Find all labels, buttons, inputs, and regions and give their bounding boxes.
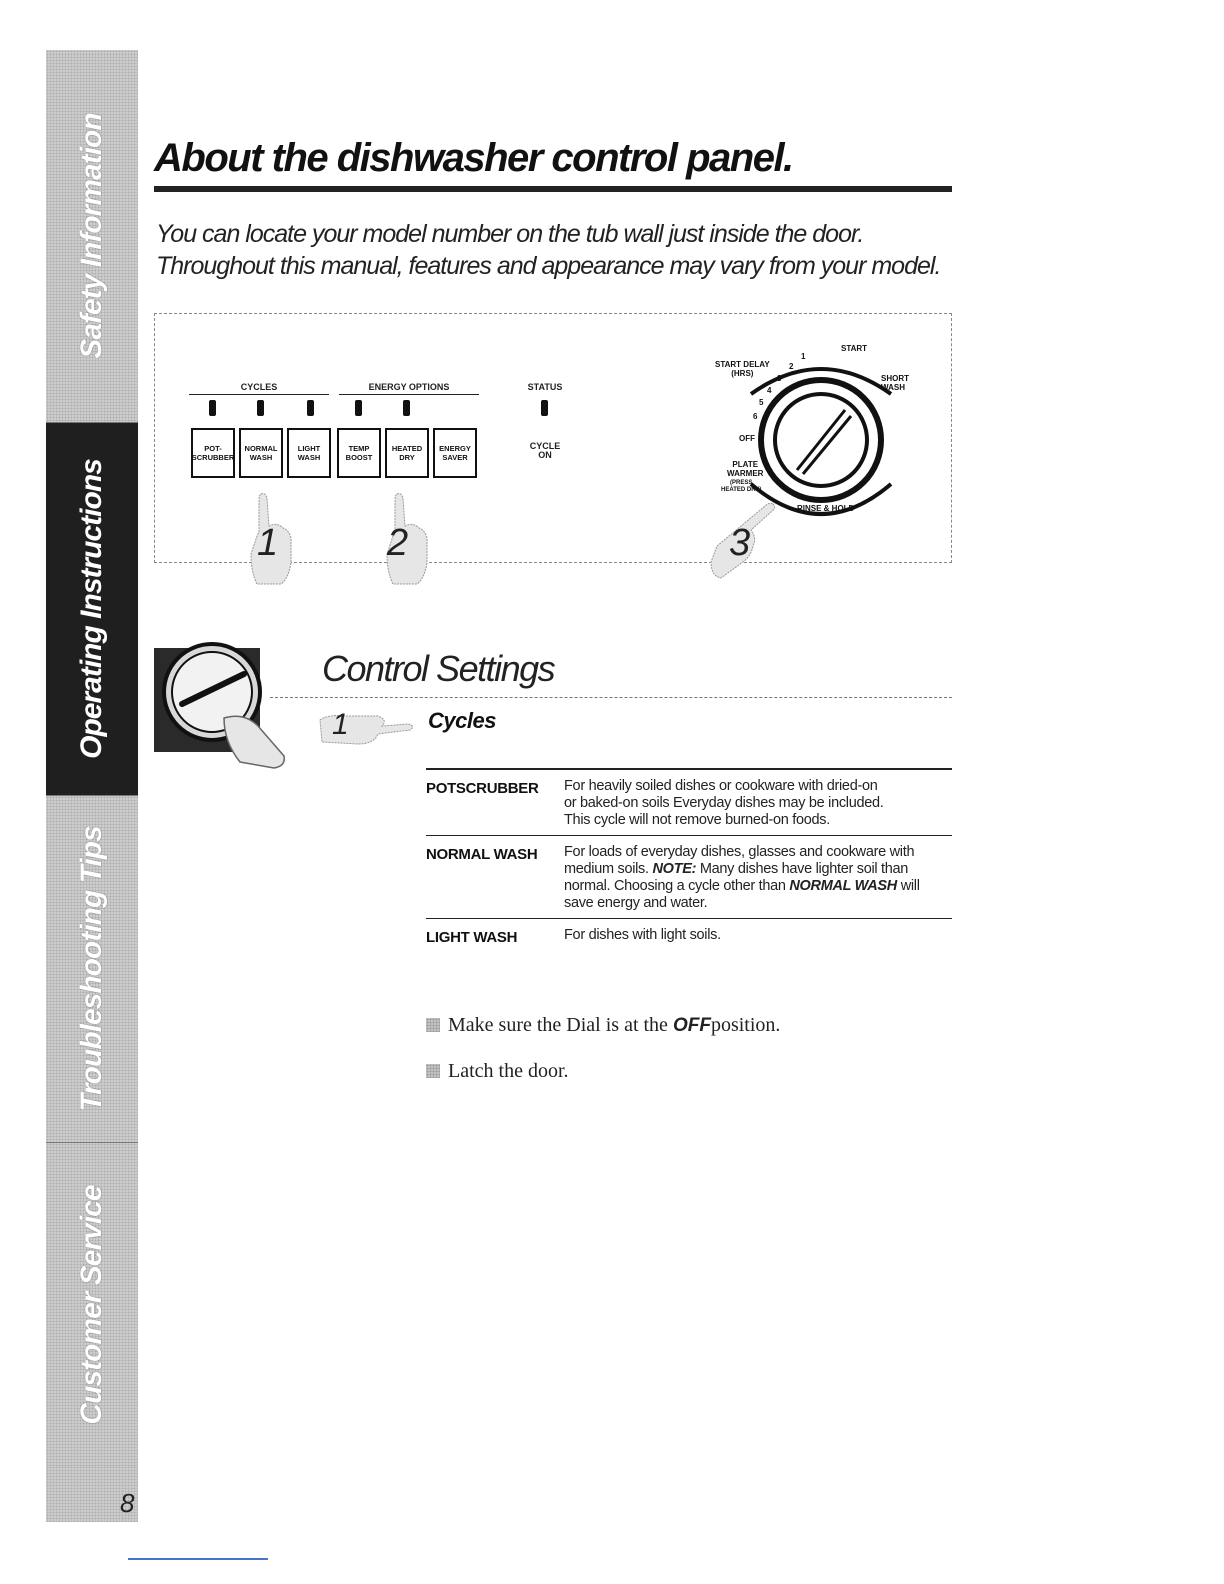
page-title: About the dishwasher control panel. (154, 136, 793, 180)
description-line: For dishes with light soils. (564, 927, 721, 943)
status-indicator-light (541, 400, 548, 416)
cycles-heading: Cycles (428, 708, 496, 733)
bullet-box-icon (426, 1064, 440, 1078)
description-text: will save energy and water. (564, 878, 920, 911)
dial-label-off: OFF (739, 434, 755, 443)
heated-dry-button[interactable]: HEATED DRY (385, 428, 429, 478)
cycle-description (564, 778, 952, 829)
table-row (426, 918, 952, 952)
dial-label-rinse-hold: RINSE & HOLD (797, 504, 855, 513)
cycle-on-label: CYCLE ON (529, 441, 561, 460)
heated-dry-indicator-light (403, 400, 410, 416)
dial-delay-number: 2 (789, 362, 794, 371)
status-label: STATUS (527, 382, 563, 392)
cycle-name: NORMAL WASH (426, 846, 538, 863)
pot-scrubber-indicator-light (209, 400, 216, 416)
instruction-step (426, 1060, 569, 1083)
dial-label-start-delay: START DELAY (HRS) (715, 360, 770, 378)
side-tab-operating-instructions[interactable] (46, 423, 138, 796)
dial-label-plate-warmer: PLATE WARMER (727, 460, 764, 478)
description-text: For loads of everyday dishes, glasses and cookware with medium soils. (564, 844, 915, 877)
side-tab-label: Troubleshooting Tips (75, 826, 108, 1112)
emphasis-text: OFF (672, 1015, 711, 1036)
page-number: 8 (120, 1488, 135, 1518)
intro-text (156, 218, 976, 282)
dial-delay-number: 4 (767, 386, 772, 395)
cycles-group-label: CYCLES (240, 382, 278, 392)
side-tab-label: Customer Service (75, 1184, 108, 1425)
note-label: NOTE: (652, 861, 697, 877)
intro-line: Throughout this manual, features and appearance may vary from your model. (156, 252, 941, 280)
callout-number: 1 (257, 522, 279, 564)
control-panel-diagram (154, 313, 952, 563)
energy-saver-button[interactable]: ENERGY SAVER (433, 428, 477, 478)
energy-options-group-label: ENERGY OPTIONS (368, 382, 450, 392)
side-tab-label: Safety Information (75, 113, 108, 359)
emphasis-text: NORMAL WASH (789, 878, 897, 894)
description-line: or baked-on soils Everyday dishes may be included. (564, 795, 884, 811)
bottom-rule (128, 1558, 268, 1560)
step-text: position. (710, 1014, 781, 1036)
table-row (426, 768, 952, 835)
light-wash-button[interactable]: LIGHT WASH (287, 428, 331, 478)
dial-delay-number: 6 (753, 412, 758, 421)
dial-delay-number: 5 (759, 398, 764, 407)
dial-delay-number: 3 (777, 374, 782, 383)
callout-number: 2 (387, 522, 409, 564)
side-tab-customer-service[interactable] (46, 1143, 138, 1467)
side-tab-safety-information[interactable] (46, 50, 138, 423)
control-settings-title: Control Settings (322, 648, 555, 689)
callout-number: 1 (332, 708, 349, 741)
side-tab-label: Operating Instructions (75, 459, 108, 759)
temp-boost-indicator-light (355, 400, 362, 416)
description-text: Many dishes have lighter soil than normal. Choosing a cycle other than (564, 861, 909, 894)
light-wash-indicator-light (307, 400, 314, 416)
cycle-description (564, 927, 952, 946)
description-line: This cycle will not remove burned-on foods. (564, 812, 830, 828)
intro-line: You can locate your model number on the tub wall just inside the door. (156, 220, 864, 248)
step-text: Latch the door. (448, 1060, 569, 1082)
normal-wash-button[interactable]: NORMAL WASH (239, 428, 283, 478)
temp-boost-button[interactable]: TEMP BOOST (337, 428, 381, 478)
dial-delay-number: 1 (801, 352, 806, 361)
table-row (426, 835, 952, 918)
cycles-group-line (189, 394, 329, 395)
normal-wash-indicator-light (257, 400, 264, 416)
control-settings-rule (270, 697, 952, 699)
callout-number: 3 (729, 522, 751, 564)
bullet-box-icon (426, 1018, 440, 1032)
side-tab-troubleshooting-tips[interactable] (46, 796, 138, 1143)
dial-label-short-wash: SHORT WASH (881, 374, 909, 392)
title-rule (154, 186, 952, 192)
cycle-name: LIGHT WASH (426, 929, 518, 946)
energy-options-group-line (339, 394, 479, 395)
instruction-step (426, 1014, 780, 1037)
cycle-description (564, 844, 952, 912)
step-text: Make sure the Dial is at the (448, 1014, 668, 1036)
description-line: For heavily soiled dishes or cookware with dried-on (564, 778, 878, 794)
cycle-name: POTSCRUBBER (426, 780, 539, 797)
dial-label-plate-warmer-note: (PRESS HEATED DRY) (721, 480, 762, 493)
dial-label-start: START (841, 344, 868, 353)
cycles-table (426, 768, 952, 952)
pot-scrubber-button[interactable]: POT- SCRUBBER (191, 428, 235, 478)
